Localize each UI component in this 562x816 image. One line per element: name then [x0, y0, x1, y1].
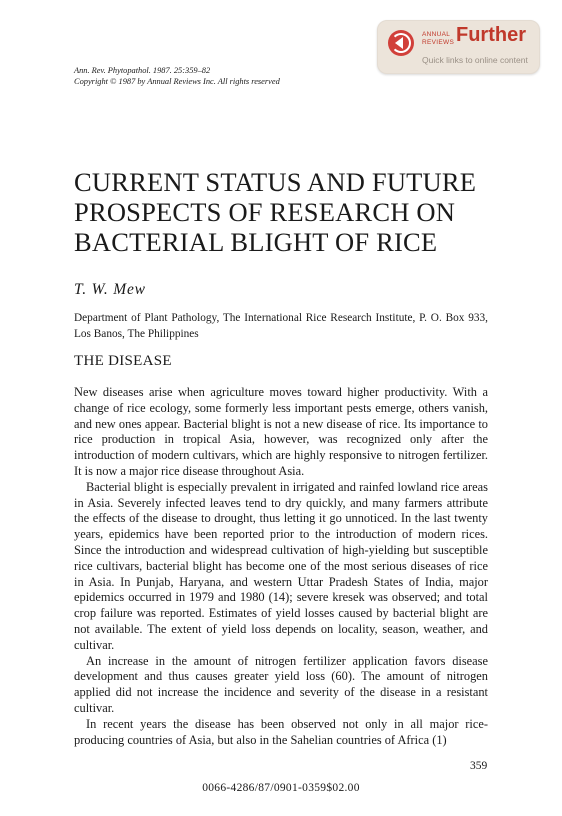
footer-code: 0066-4286/87/0901-0359$02.00	[202, 782, 360, 794]
body-paragraph: New diseases arise when agriculture moves toward higher productivity. With a change of rice ecology, some formerly less important pests emerge, others vanish, and new ones appear. Bacterial blight is not a new disease of rice. Its importance to rice production in tropical Asia, however, was recognized only after the introduction of modern cultivars, which are highly responsive to nitrogen fertilizer. It is now a major rice disease throughout Asia.	[74, 385, 488, 478]
annual-reviews-logo-icon	[388, 30, 414, 56]
author-affiliation: Department of Plant Pathology, The International Rice Research Institute, P. O. Box 933, Los Banos, The Philippines	[74, 312, 488, 340]
journal-copyright: Copyright © 1987 by Annual Reviews Inc. All rights reserved	[74, 76, 280, 86]
banner-brand-line1: ANNUAL	[422, 31, 451, 38]
annual-reviews-further-banner[interactable]	[377, 20, 540, 74]
banner-subtitle: Quick links to online content	[422, 55, 528, 65]
body-paragraph: Bacterial blight is especially prevalent in irrigated and rainfed lowland rice areas in Asia. Severely infected leaves tend to dry quickly, and many farmers attribute the effects of the disease to drought, thus letting it go unnoticed. In the last twenty years, epidemics have been reported prior to the introduction of modern rices. Since the introduction and widespread cultivation of high-yielding but susceptible rice cultivars, bacterial blight has become one of the most serious diseases of rice in Asia. In Punjab, Haryana, and western Uttar Pradesh States of India, major epidemics occurred in 1979 and 1980 (14); severe kresek was observed; and total crop failure was reported. Estimates of yield losses caused by bacterial blight are not available. The extent of yield loss depends on locality, season, weather, and cultivar.	[74, 479, 488, 652]
body-paragraph: In recent years the disease has been observed not only in all major rice-producing countries of Asia, but also in the Sahelian countries of Africa (1)	[74, 716, 488, 747]
banner-brand-line2: REVIEWS	[422, 38, 455, 46]
article-author: T. W. Mew	[74, 281, 146, 298]
journal-citation: Ann. Rev. Phytopathol. 1987. 25:359–82	[74, 66, 211, 75]
body-paragraph: An increase in the amount of nitrogen fertilizer application favors disease development and thus causes greater yield loss (60). The amount of nitrogen applied did not increase the incidence and severity of the disease in a resistant cultivar.	[74, 653, 488, 715]
banner-title: Further	[456, 24, 526, 46]
page-number: 359	[470, 760, 488, 772]
journal-header	[74, 66, 280, 87]
banner-brand	[422, 31, 455, 46]
logo-arrow-icon	[395, 37, 403, 49]
section-heading: THE DISEASE	[74, 353, 172, 369]
section-body	[74, 385, 488, 748]
article-title: CURRENT STATUS AND FUTURE PROSPECTS OF RESEARCH ON BACTERIAL BLIGHT OF RICE	[74, 167, 477, 257]
